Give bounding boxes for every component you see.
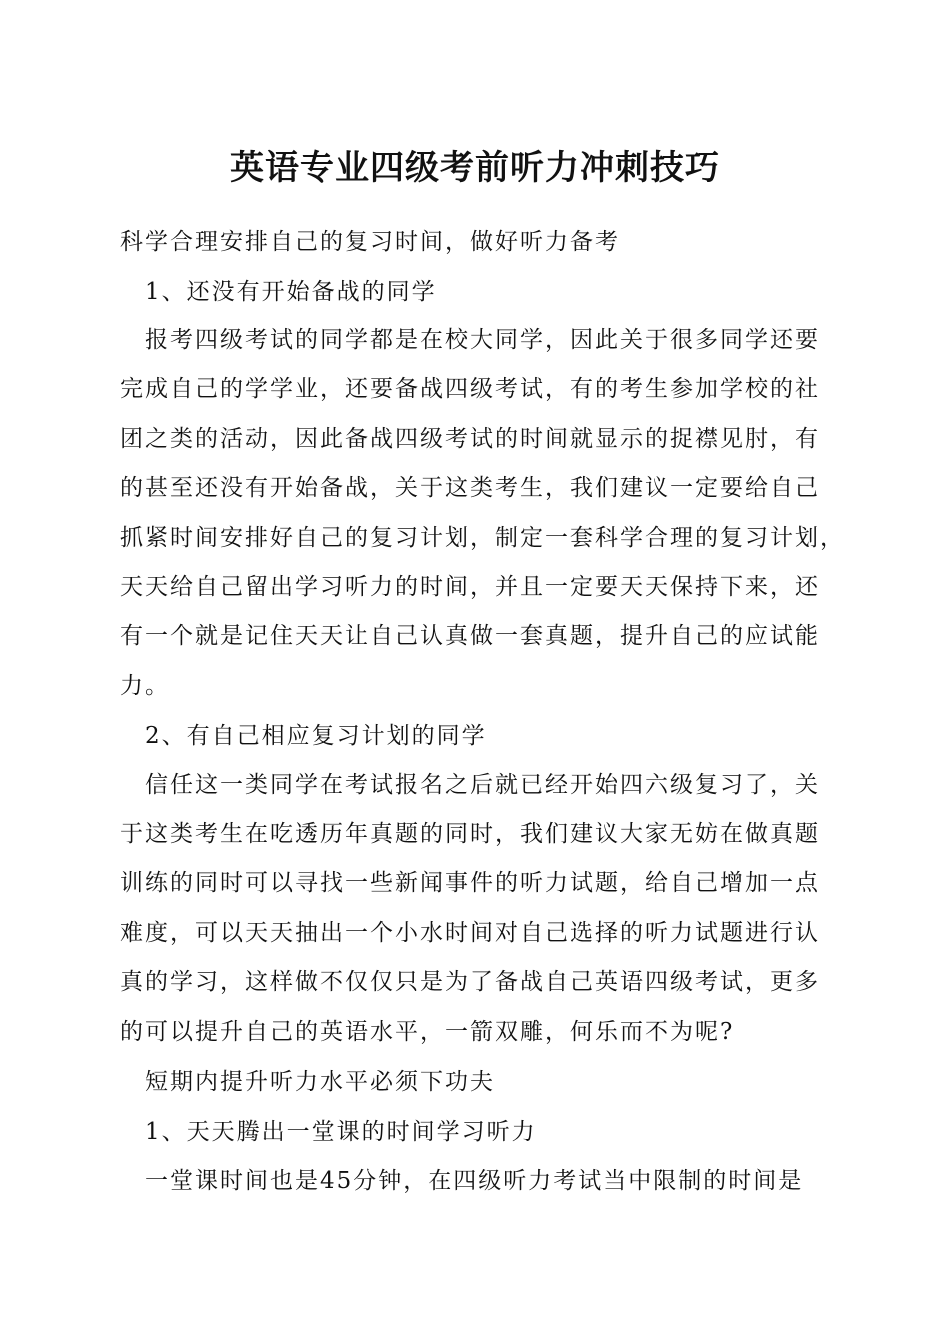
paragraph-line: 团之类的活动，因此备战四级考试的时间就显示的捉襟见肘，有 (120, 426, 820, 452)
paragraph-line: 的可以提升自己的英语水平，一箭双雕，何乐而不为呢? (120, 1019, 735, 1045)
paragraph-line: 的甚至还没有开始备战，关于这类考生，我们建议一定要给自己 (120, 475, 820, 501)
paragraph-line: 于这类考生在吃透历年真题的同时，我们建议大家无妨在做真题 (120, 821, 820, 847)
paragraph-line: 报考四级考试的同学都是在校大同学，因此关于很多同学还要 (145, 327, 820, 353)
paragraph-line: 抓紧时间安排好自己的复习计划，制定一套科学合理的复习计划， (120, 525, 845, 551)
section-heading: 1、还没有开始备战的同学 (145, 279, 437, 305)
paragraph-line: 完成自己的学学业，还要备战四级考试，有的考生参加学校的社 (120, 376, 820, 402)
paragraph-line: 力。 (120, 673, 170, 699)
section-heading: 2、有自己相应复习计划的同学 (145, 723, 487, 749)
paragraph-line: 训练的同时可以寻找一些新闻事件的听力试题，给自己增加一点 (120, 870, 820, 896)
paragraph-line: 真的学习，这样做不仅仅只是为了备战自己英语四级考试，更多 (120, 969, 820, 995)
paragraph-line: 科学合理安排自己的复习时间，做好听力备考 (120, 229, 620, 255)
paragraph-line: 天天给自己留出学习听力的时间，并且一定要天天保持下来，还 (120, 574, 820, 600)
paragraph-line: 信任这一类同学在考试报名之后就已经开始四六级复习了，关 (145, 772, 820, 798)
paragraph-line: 一堂课时间也是45分钟，在四级听力考试当中限制的时间是 (145, 1168, 804, 1194)
document-title: 英语专业四级考前听力冲刺技巧 (230, 148, 720, 188)
section-heading: 短期内提升听力水平必须下功夫 (145, 1069, 495, 1095)
paragraph-line: 难度，可以天天抽出一个小水时间对自己选择的听力试题进行认 (120, 920, 820, 946)
paragraph-line: 有一个就是记住天天让自己认真做一套真题，提升自己的应试能 (120, 623, 820, 649)
section-heading: 1、天天腾出一堂课的时间学习听力 (145, 1119, 537, 1145)
